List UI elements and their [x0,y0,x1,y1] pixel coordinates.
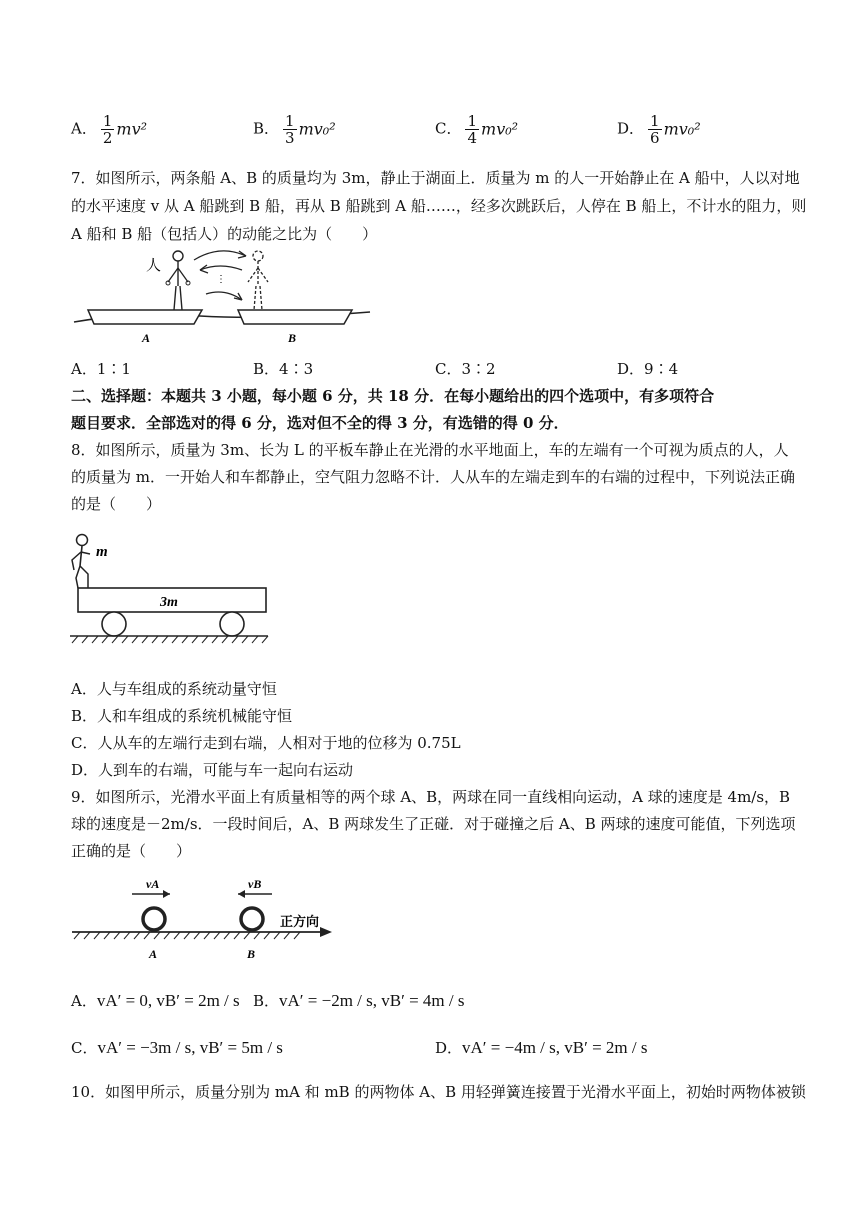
q9-option-d: D．vA′ = −4m / s, vB′ = 2m / s [435,1038,648,1057]
q8-option-b: B．人和车组成的系统机械能守恒 [71,707,293,725]
q9-option-c: C．vA′ = −3m / s, vB′ = 5m / s [71,1038,283,1057]
q9-option-a: A．vA′ = 0, vB′ = 2m / s [71,991,240,1010]
q7-option-b: B．4∶3 [253,360,314,378]
q9-fig-vb: vB [248,877,262,891]
q8-fig-person-mass: m [96,544,108,560]
q10-text-line1: 10．如图甲所示，质量分别为 mA 和 mB 的两物体 A、B 用轻弹簧连接置于光滑水平面上，初始时两物体被锁 [71,1083,806,1101]
q9-text-line2: 球的速度是－2m/s．一段时间后，A、B 两球发生了正碰．对于碰撞之后 A、B 两球的速度可能值，下列选项 [71,815,796,833]
q9-fig-direction: 正方向 [280,914,320,929]
q7-fig-boat-b: B [288,331,297,345]
q7-option-a: A．1∶1 [71,360,131,378]
svg-text:⋮: ⋮ [216,274,226,285]
section2-heading-line1: 二、选择题：本题共 3 小题，每小题 6 分，共 18 分．在每小题给出的四个选项中，有多项符合 [71,387,715,405]
q9-balls-figure [70,872,340,964]
q8-option-d: D．人到车的右端，可能与车一起向右运动 [71,761,354,779]
q7-fig-person-label: 人 [146,258,162,274]
q7-text-line1: 7．如图所示，两条船 A、B 的质量均为 3m，静止于湖面上．质量为 m 的人一开始静止在 A 船中，人以对地 [71,169,800,187]
q8-text-line3: 的是（ ） [71,495,162,513]
q7-text-line2: 的水平速度 v 从 A 船跳到 B 船，再从 B 船跳到 A 船……，经多次跳跃后，人停在 B 船上，不计水的阻力，则 [71,197,807,215]
q9-fig-ball-b: B [247,947,256,961]
q8-option-c: C．人从车的左端行走到右端，人相对于地的位移为 0.75L [71,734,461,752]
q6-option-b: B． $\frac{1}{3}$ mv₀² [253,112,336,147]
q9-text-line3: 正确的是（ ） [71,842,192,860]
q8-fig-cart-mass: 3m [160,595,178,610]
q9-text-line1: 9．如图所示，光滑水平面上有质量相等的两个球 A、B，两球在同一直线相向运动，A 球的速度是 4m/s，B [71,788,791,806]
q8-option-a: A．人与车组成的系统动量守恒 [71,680,277,698]
q6-option-d: D． $\frac{1}{6}$ mv₀² [617,112,701,147]
q9-fig-ball-a: A [149,947,158,961]
q8-cart-figure [68,530,278,658]
q6-option-a: A． $\frac{1}{2}$ mv² [71,112,148,147]
q7-option-d: D．9∶4 [617,360,679,378]
q9-option-b: B．vA′ = −2m / s, vB′ = 4m / s [253,991,465,1010]
q7-text-line3: A 船和 B 船（包括人）的动能之比为（ ） [71,225,378,243]
q9-fig-va: vA [146,877,160,891]
q7-option-c: C．3∶2 [435,360,496,378]
section2-heading-line2: 题目要求．全部选对的得 6 分，选对但不全的得 3 分，有选错的得 0 分． [71,414,569,432]
q7-fig-boat-a: A [142,331,151,345]
q7-boats-figure [70,242,380,352]
q6-option-c: C． $\frac{1}{4}$ mv₀² [435,112,519,147]
q8-text-line2: 的质量为 m．一开始人和车都静止，空气阻力忽略不计．人从车的左端走到车的右端的过程中，下列说法正确 [71,468,795,486]
q8-text-line1: 8．如图所示，质量为 3m、长为 L 的平板车静止在光滑的水平地面上，车的左端有一个可视为质点的人，人 [71,441,789,459]
